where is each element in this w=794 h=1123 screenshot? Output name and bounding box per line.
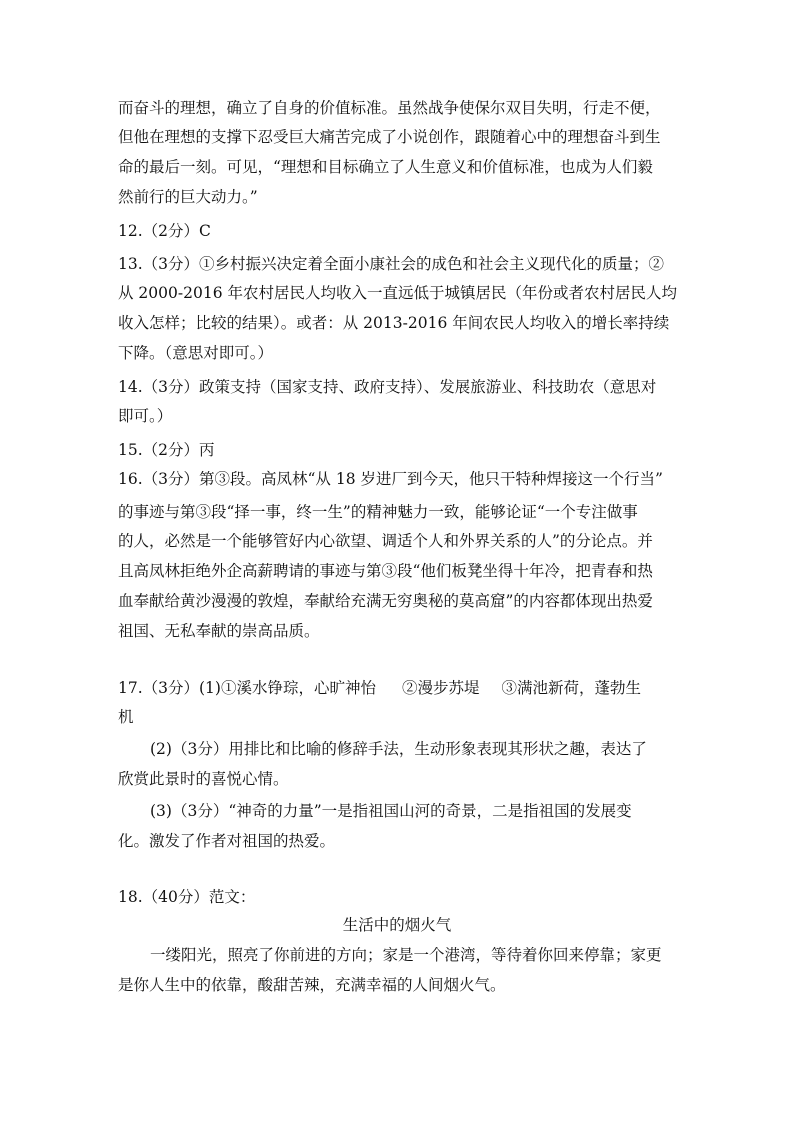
answer-17-line-2: 机 bbox=[118, 708, 134, 726]
answer-18-label: 18.（40分）范文： bbox=[118, 888, 256, 906]
para1-line-3: 命的最后一刻。可见，“理想和目标确立了人生意义和价值标准，也成为人们毅 bbox=[118, 158, 653, 176]
answer-16-line-6: 祖国、无私奉献的崇高品质。 bbox=[118, 622, 320, 640]
essay-line-1: 一缕阳光，照亮了你前进的方向；家是一个港湾，等待着你回来停靠；家更 bbox=[150, 946, 662, 964]
answer-16-line-5: 血奉献给黄沙漫漫的敦煌，奉献给充满无穷奥秘的莫高窟”的内容都体现出热爱 bbox=[118, 592, 653, 610]
answer-13-line-3: 收入怎样；比较的结果）。或者：从 2013-2016 年间农民人均收入的增长率持续 bbox=[118, 314, 670, 332]
answer-17-2-line-1: (2)（3分）用排比和比喻的修辞手法，生动形象表现其形状之趣，表达了 bbox=[150, 740, 647, 758]
answer-17-1-part-c: ③满池新荷，蓬勃生 bbox=[501, 679, 641, 697]
answer-16-line-1: 16.（3分）第③段。高凤林“从 18 岁进厂到今天，他只干特种焊接这一个行当” bbox=[118, 470, 663, 488]
answer-15: 15.（2分）丙 bbox=[118, 441, 215, 459]
answer-17-1-part-b: ②漫步苏堤 bbox=[401, 679, 480, 697]
answer-16-line-4: 且高凤林拒绝外企高薪聘请的事迹与第③段“他们板凳坐得十年冷，把青春和热 bbox=[118, 562, 653, 580]
answer-17-line-1 bbox=[118, 677, 641, 699]
para1-line-1: 而奋斗的理想，确立了自身的价值标准。虽然战争使保尔双目失明，行走不便， bbox=[118, 99, 661, 117]
para1-line-4: 然前行的巨大动力。” bbox=[118, 188, 258, 206]
para1-line-2: 但他在理想的支撑下忍受巨大痛苦完成了小说创作，跟随着心中的理想奋斗到生 bbox=[118, 128, 661, 146]
answer-12: 12.（2分）C bbox=[118, 222, 211, 240]
answer-13-line-1: 13.（3分）①乡村振兴决定着全面小康社会的成色和社会主义现代化的质量；② bbox=[118, 255, 665, 273]
essay-title: 生活中的烟火气 bbox=[342, 916, 452, 934]
answer-16-line-3: 的人，必然是一个能够管好内心欲望、调适个人和外界关系的人”的分论点。并 bbox=[118, 532, 653, 550]
answer-17-1-part-a: 17.（3分）(1)①溪水铮琮，心旷神怡 bbox=[118, 679, 376, 697]
answer-16-line-2: 的事迹与第③段“择一事，终一生”的精神魅力一致，能够论证“一个专注做事 bbox=[118, 503, 638, 521]
answer-13-line-4: 下降。（意思对即可。） bbox=[118, 344, 274, 362]
answer-17-2-line-2: 欣赏此景时的喜悦心情。 bbox=[118, 770, 289, 788]
answer-17-3-line-1: (3)（3分）“神奇的力量”一是指祖国山河的奇景，二是指祖国的发展变 bbox=[150, 802, 632, 820]
answer-14-line-2: 即可。） bbox=[118, 407, 173, 425]
answer-17-3-line-2: 化。激发了作者对祖国的热爱。 bbox=[118, 832, 336, 850]
answer-13-line-2: 从 2000-2016 年农村居民人均收入一直远低于城镇居民（年份或者农村居民人均 bbox=[118, 284, 677, 302]
answer-14-line-1: 14.（3分）政策支持（国家支持、政府支持）、发展旅游业、科技助农（意思对 bbox=[118, 378, 657, 396]
essay-line-2: 是你人生中的依靠，酸甜苦辣，充满幸福的人间烟火气。 bbox=[118, 976, 506, 994]
